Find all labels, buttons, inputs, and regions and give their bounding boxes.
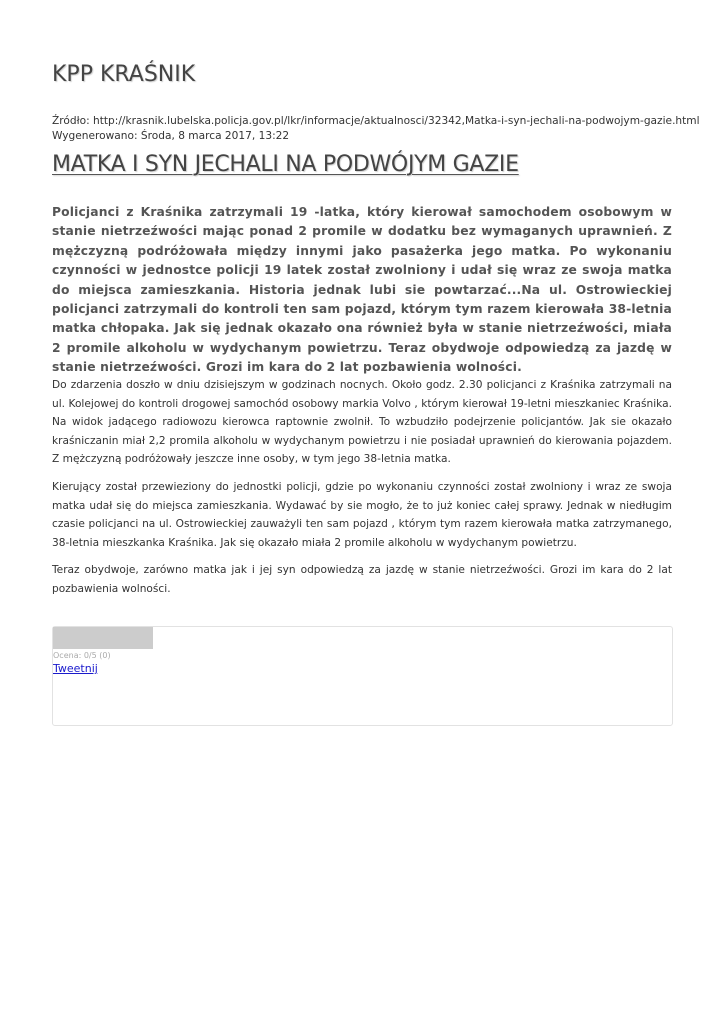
article-paragraph: Kierujący został przewieziony do jednostki policji, gdzie po wykonaniu czynności został zwolniony i wraz ze swoja matka udał się do miejsca zamieszkania. Wydawać by sie mogło, że to już koniec całej sprawy. Jednak w niedługim czasie policjanci na ul. Ostrowieckiej zauważyli ten sam pojazd , którym tym razem kierowała matka zatrzymanego, 38-letnia mieszkanka Kraśnika. Jak się okazało miała 2 promile alkoholu w wydychanym powietrzu.: [52, 480, 672, 549]
article-lead: Policjanci z Kraśnika zatrzymali 19 -latka, który kierował samochodem osobowym w stanie nietrzeźwości mając ponad 2 promile w dodatku bez wymaganych uprawnień. Z mężczyzną podróżowała między innymi jako pasażerka jego matka. Po wykonaniu czynności w jednostce policji 19 latek został zwolniony i udał się wraz ze swoja matka do miejsca zamieszkania. Historia jednak lubi sie powtarzać...Na ul. Ostrowieckiej policjanci zatrzymali do kontroli ten sam pojazd, którym tym razem kierowała 38-letnia matka chłopaka. Jak się jednak okazało ona również była w stanie nietrzeźwości, miała 2 promile alkoholu w wydychanym powietrzu. Teraz obydwoje odpowiedzą za jazdę w stanie nietrzeźwości. Grozi im kara do 2 lat pozbawienia wolności.: [52, 205, 672, 375]
rating-stars-bar[interactable]: [53, 627, 153, 649]
meta-info: [52, 114, 700, 143]
article-body: [52, 376, 672, 608]
rating-box: [52, 626, 673, 726]
source-url: Źródło: http://krasnik.lubelska.policja.gov.pl/lkr/informacje/aktualnosci/32342,Matka-i-syn-jechali-na-podwojym-gazie.html: [52, 115, 700, 127]
rating-label: Ocena: 0/5 (0): [53, 651, 111, 660]
site-title: KPP KRAŚNIK: [52, 62, 196, 87]
generated-date: Wygenerowano: Środa, 8 marca 2017, 13:22: [52, 129, 290, 142]
article-title: MATKA I SYN JECHALI NA PODWÓJYM GAZIE: [52, 152, 519, 177]
article-paragraph: Do zdarzenia doszło w dniu dzisiejszym w godzinach nocnych. Około godz. 2.30 policjanci z Kraśnika zatrzymali na ul. Kolejowej do kontroli drogowej samochód osobowy markia Volvo , którym kierował 19-letni mieszkaniec Kraśnika. Na widok jadącego radiowozu kierowca raptownie zwolnił. To wzbudziło podejrzenie policjantów. Jak sie okazało kraśniczanin miał 2,2 promila alkoholu w wydychanym powietrzu i nie posiadał uprawnień do kierowania pojazdem. Z mężczyzną podróżowały jeszcze inne osoby, w tym jego 38-letnia matka.: [52, 379, 672, 466]
tweet-link[interactable]: Tweetnij: [53, 662, 98, 675]
article-paragraph: Teraz obydwoje, zarówno matka jak i jej syn odpowiedzą za jazdę w stanie nietrzeźwości. Grozi im kara do 2 lat pozbawienia wolności.: [52, 564, 672, 595]
